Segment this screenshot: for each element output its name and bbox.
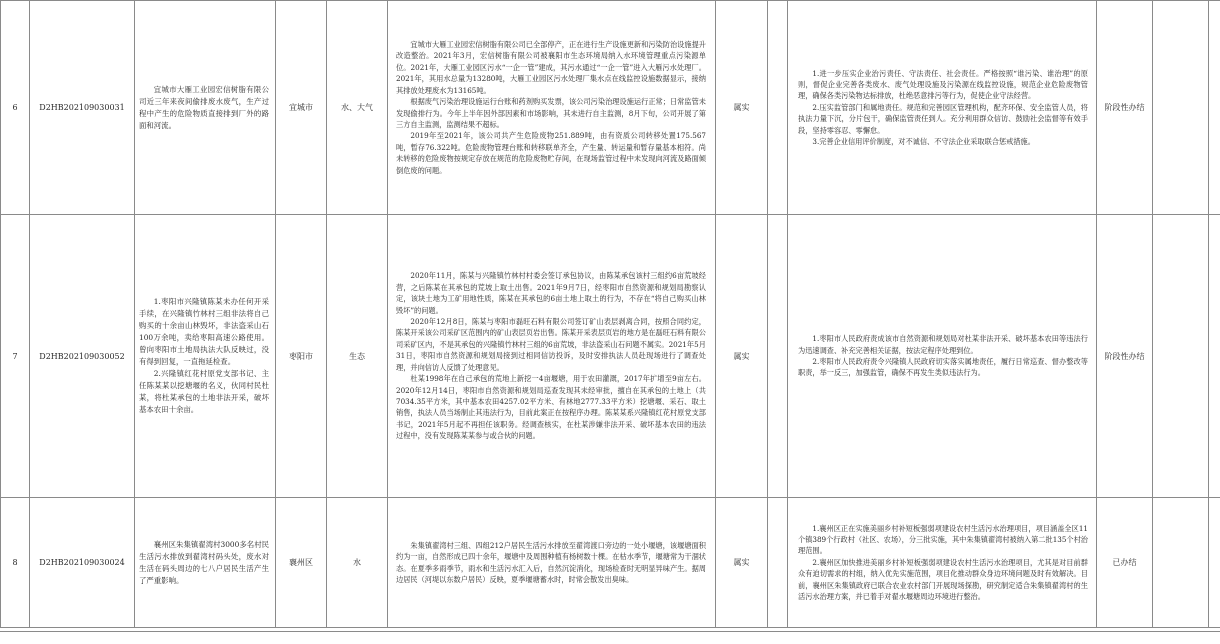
complaint-summary: 宜城市大雁工业园宏信树脂有限公司近三年来夜间偷排废水废气，生产过程中产生的危险物质直接排到厂外的路面和河流。 — [135, 1, 276, 215]
completion-status: 阶段性办结 — [1097, 215, 1153, 498]
rectification-measures: 1.枣阳市人民政府责成该市自然资源和规划局对杜某非法开采、破坏基本农田等违法行为迅速调查、补充完善相关证据，按法定程序处理到位。 2.枣阳市人民政府责令兴隆镇人民政府切实落实属地责任，履行日常巡查、督办整改等职责，举一反三，加强监管，确保不再发生类似违法行为。 — [788, 215, 1097, 498]
verification-result: 属实 — [716, 1, 768, 215]
completion-status: 已办结 — [1097, 498, 1153, 628]
case-code: D2HB202109030031 — [30, 1, 135, 215]
verification-result: 属实 — [716, 498, 768, 628]
administrative-area: 襄州区 — [276, 498, 327, 628]
administrative-area: 枣阳市 — [276, 215, 327, 498]
administrative-area: 宜城市 — [276, 1, 327, 215]
row-number: 8 — [1, 498, 30, 628]
investigation-findings: 朱集镇翟湾村三组、四组212户居民生活污水排放至翟湾渡口旁边的一处小堰塘，该堰塘面积约为一亩，自然形成已四十余年，堰塘中及周围种植有杨树数十棵。在枯水季节，堰塘常为干涸状态。在夏季多雨季节，雨水和生活污水汇入后，自然沉淀消化，现场检查时无明显异味产生。据周边居民（河堤以东数户居民）反映，夏季堰塘蓄水时，时常会散发出臭味。 — [388, 498, 716, 628]
investigation-findings: 2020年11月，陈某与兴隆镇竹林村村委会签订承包协议，由陈某承包该村三组约6亩荒坡经营，之后陈某在其承包的荒坡上取土出售。2021年9月7日，经枣阳市自然资源和规划局勘察认定，该块土地为工矿用地性质，陈某在其承包的6亩土地上取土的行为，不存在“将自己购买山林毁坏”的问题。 2020年12月8日，陈某与枣阳市磊旺石料有限公司签订矿山表层剥离合同，按照合同约定，陈某开采该公司采矿区范围内的矿山表层页岩出售。陈某开采表层页岩的地方是在磊旺石料有限公司采矿区内，不是其承包的兴隆镇竹林村三组的6亩荒坡，非法盗采山石问题不属实。2021年5月31日，枣阳市自然资源和规划局接到过相同信访投诉，及时安排执法人员赴现场进行了调查处理，并向信访人反馈了处理意见。 杜某1998年在自己承包的荒地上新挖一4亩堰塘，用于农田灌溉，2017年扩增至9亩左右。2020年12月14日，枣阳市自然资源和规划局巡查发现其未经审批，擅自在其承包的土地上（共7034.35平方米，其中基本农田4257.02平方米、有林地2777.33平方米）挖塘堰、采石、取土销售，执法人员当场制止其违法行为，目前此案正在按程序办理。陈某某系兴隆镇红花村原党支部书记，2021年5月起不再担任该职务。经调查核实，在杜某涉嫌非法开采、破坏基本农田的违法过程中，没有发现陈某某参与或合伙的问题。 — [388, 215, 716, 498]
case-code: D2HB202109030024 — [30, 498, 135, 628]
complaint-summary: 1.枣阳市兴隆镇陈某未办任何开采手续，在兴隆镇竹林村三组非法将自己购买的十余亩山林毁坏，非法盗采山石100万余吨，卖给枣阳高速公路使用。曾向枣阳市土地局执法大队反映过，没有得到回复，一直拖延检查。 2.兴隆镇红花村原党支部书记、主任陈某某以挖塘堰的名义，伙同村民杜某，将杜某承包的土地非法开采，破坏基本农田十余亩。 — [135, 215, 276, 498]
completion-status: 阶段性办结 — [1097, 1, 1153, 215]
case-code: D2HB202109030052 — [30, 215, 135, 498]
verification-result: 属实 — [716, 215, 768, 498]
complaint-summary: 襄州区朱集镇翟湾村3000多名村民生活污水排放到翟湾村码头处，废水对生活在码头周边的七八户居民生活产生了严重影响。 — [135, 498, 276, 628]
row-number: 7 — [1, 215, 30, 498]
table-row — [1, 1, 1220, 215]
rectification-measures: 1.进一步压实企业治污责任、守法责任、社会责任。严格按照“谁污染、谁治理”的原则，督促企业完善各类废水、废气处理设施及污染源在线监控设施，规范企业危险废物管理，确保各类污染物达标排放，杜绝恶意排污等行为，促使企业守法经营。 2.压实监管部门和属地责任。规范和完善园区管理机构，配齐环保、安全监管人员，将执法力量下沉，分片包干，确保监管责任到人。充分利用群众信访、鼓励社会监督等有效手段，坚持零容忍、零懈怠。 3.完善企业信用评价制度，对不诚信、不守法企业采取联合惩戒措施。 — [788, 1, 1097, 215]
table-row — [1, 215, 1220, 498]
page-divider — [0, 631, 1220, 632]
investigation-findings: 宜城市大雁工业园宏信树脂有限公司已全部停产，正在进行生产设施更新和污染防治设施提升改造整治。2021年3月，宏信树脂有限公司被襄阳市生态环境局纳入水环境管理重点污染源单位。2021年，大雁工业园区污水“一企一管”建成，其污水通过“一企一管”进入大雁污水处理厂。2021年，其用水总量为13280吨，大雁工业园区污水处理厂集水点在线监控设施数据显示，接纳其排放处理废水为13165吨。 根据废气污染治理设施运行台账和药剂购买发票，该公司污染治理设施运行正常；日常监管未发现偷排行为。今年上半年因外部因素和市场影响，其未进行自主监测，8月下旬，公司开展了第三方自主监测，监测结果不超标。 2019年至2021年，该公司共产生危险废物251.889吨，由有资质公司转移处置175.567吨，暂存76.322吨。危险废物管理台账和转移联单齐全，产生量、转运量和暂存量基本相符。尚未转移的危险废物按规定存放在规范的危险废物贮存间，在现场监管过程中未发现向河流及路面倾倒危废的问题。 — [388, 1, 716, 215]
table-row — [1, 498, 1220, 628]
pollution-type: 水 — [327, 498, 388, 628]
pollution-type: 水、大气 — [327, 1, 388, 215]
pollution-type: 生态 — [327, 215, 388, 498]
row-number: 6 — [1, 1, 30, 215]
rectification-measures: 1.襄州区正在实施美丽乡村补短板强弱项建设农村生活污水治理项目，项目涵盖全区11个镇389个行政村（社区、农场），分三批实施，其中朱集镇翟湾村被纳入第二批135个村治理范围。 2.襄州区加快推进美丽乡村补短板强弱项建设农村生活污水治理项目，尤其是对目前群众有迫切需求的村组，纳入优先实施范围，项目化推动群众身边环境问题及时有效解决。目前，襄州区朱集镇政府已联合农业农村部门开展现场探勘，研究制定适合朱集镇翟湾村的生活污水治理方案，并已着手对翟水堰塘周边环境进行整治。 — [788, 498, 1097, 628]
